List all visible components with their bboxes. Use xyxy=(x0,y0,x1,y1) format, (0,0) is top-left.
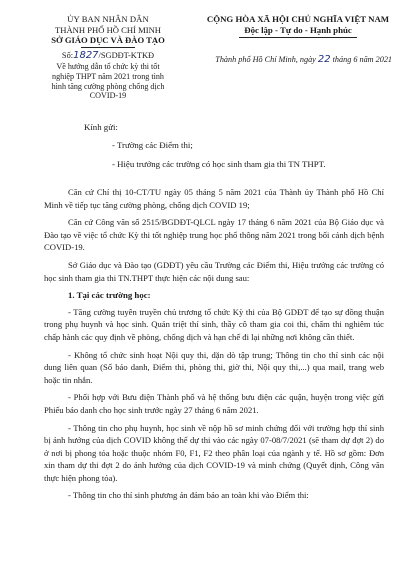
national-motto: Độc lập - Tự do - Hạnh phúc xyxy=(244,25,352,35)
docno-prefix: Số: xyxy=(61,50,74,60)
subject-line: Về hướng dẫn tổ chức kỳ thi tốt xyxy=(56,62,160,72)
org-underline xyxy=(81,47,135,48)
body-paragraph: - Thông tin cho phụ huynh, học sinh về nộp hồ sơ minh chứng đối với trường hợp thí sinh bị ảnh hưởng của dịch COVID không thể dự thi vào các ngày 07-08/7/2021 (sẽ tham dự đợt 2) do ở nơi bị phong tỏa hoặc thuộc nhóm F0, F1, F2 theo phân loại của ngành y tế. Hồ sơ gồm: Đơn xin tham dự thi đợt 2 do ảnh hưởng của dịch COVID-19 và minh chứng (Quyết định, Công văn thực hiện phong tỏa). xyxy=(44,422,384,483)
recipient-line: - Trường các Điểm thi; xyxy=(112,140,193,150)
org-line-3: SỞ GIÁO DỤC VÀ ĐÀO TẠO xyxy=(51,35,165,46)
body-paragraph: - Tăng cường tuyên truyền chủ trương tổ chức Kỳ thi của Bộ GDĐT để tạo sự đồng thuận trong phụ huynh và học sinh. Quán triệt thí sinh, thầy cô tham gia coi thi, chấm thi nghiêm túc chấp hành các quy định về phòng, chống dịch và hạn chế đi lại những nơi không cần thiết. xyxy=(44,306,384,342)
body-paragraph: - Không tổ chức sinh hoạt Nội quy thi, dặn dò tập trung; Thông tin cho thí sinh các nội dung liên quan (Số báo danh, Điểm thi, phòng thi, giờ thi, Nội quy thi,...) qua mail, trang web hoặc tin nhắn. xyxy=(44,349,384,385)
docno-handwritten: 1827 xyxy=(73,49,99,61)
body-paragraph: Sở Giáo dục và Đào tạo (GDĐT) yêu cầu Trường các Điểm thi, Hiệu trưởng các trường có học sinh tham gia thi TN.THPT thực hiện các nội dung sau: xyxy=(44,259,384,283)
greeting: Kính gửi: xyxy=(84,122,118,132)
issuing-authority-block xyxy=(38,14,178,101)
section-heading: 1. Tại các trường học: xyxy=(68,290,151,301)
body-paragraph: Căn cứ Công văn số 2515/BGDĐT-QLCL ngày 17 tháng 6 năm 2021 của Bộ Giáo dục và Đào tạo về việc tổ chức Kỳ thi tốt nghiệp trung học phổ thông năm 2021 trong bối cảnh dịch bệnh COVID-19. xyxy=(44,217,384,253)
body-paragraph: - Phối hợp với Bưu điện Thành phố và hệ thống bưu điện các quận, huyện trong việc gửi Phiếu báo danh cho học sinh trước ngày 27 tháng 6 năm 2021. xyxy=(44,392,384,415)
document-number xyxy=(38,51,178,62)
body-paragraph: - Thông tin cho thí sinh phương án đảm bảo an toàn khi vào Điểm thi: xyxy=(68,490,309,501)
national-title-block xyxy=(198,14,398,65)
date-line xyxy=(198,54,398,65)
document-body xyxy=(44,186,384,507)
body-paragraph: Căn cứ Chỉ thị 10-CT/TU ngày 05 tháng 5 năm 2021 của Thành ủy Thành phố Hồ Chí Minh về tiếp tục tăng cường phòng, chống dịch COVID 19; xyxy=(44,187,384,210)
org-line-1: ỦY BAN NHÂN DÂN xyxy=(67,14,149,24)
date-suffix: tháng 6 năm 2021 xyxy=(332,55,392,64)
nation-title: CỘNG HÒA XÃ HỘI CHỦ NGHĨA VIỆT NAM xyxy=(206,14,390,24)
org-line-2: THÀNH PHỐ HỒ CHÍ MINH xyxy=(55,24,161,35)
docno-suffix: /SGDĐT-KTKĐ xyxy=(98,50,155,60)
subject-line: nghiệp THPT năm 2021 trong tình xyxy=(52,71,164,81)
recipient-line: - Hiệu trưởng các trường có học sinh tham gia thi TN THPT. xyxy=(112,159,326,169)
subject-line: hình tăng cường phòng chống dịch xyxy=(51,81,165,91)
date-prefix: Thành phố Hồ Chí Minh, ngày xyxy=(215,55,316,64)
document-subject xyxy=(38,62,178,100)
date-day-handwritten: 22 xyxy=(317,54,331,65)
subject-line: COVID-19 xyxy=(89,91,127,101)
motto-underline xyxy=(239,37,357,38)
